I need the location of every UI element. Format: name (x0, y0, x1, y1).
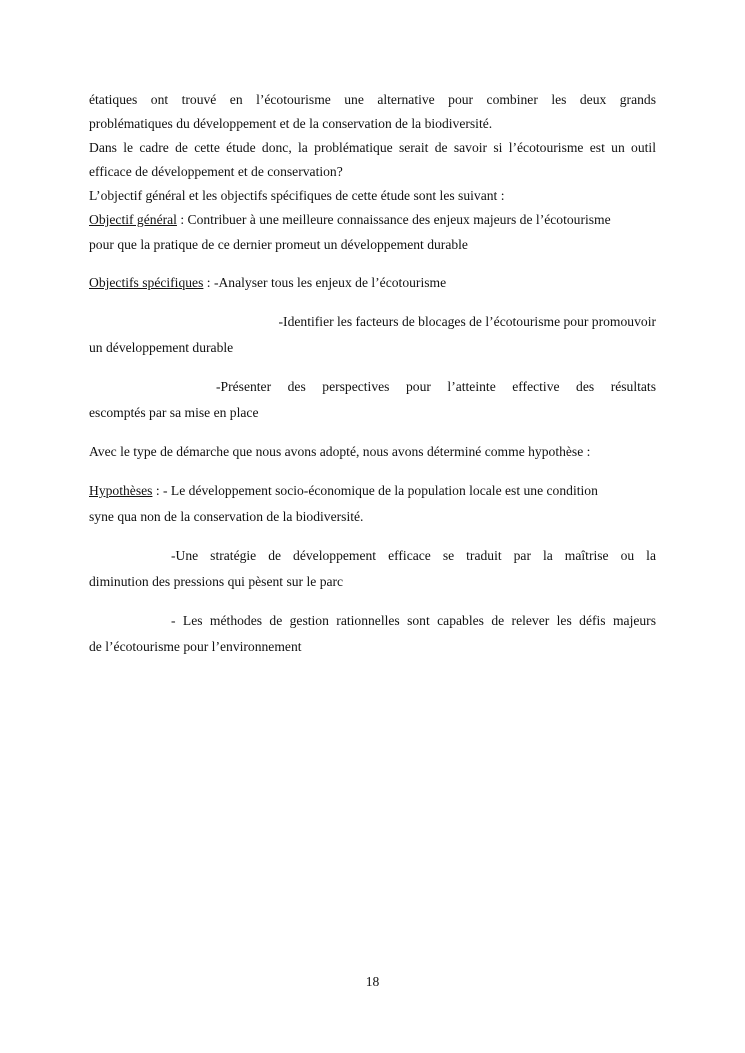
hypotheses-text: : - Le développement socio-économique de la population locale est une condition (152, 483, 598, 498)
hypotheses-label: Hypothèses (89, 483, 153, 498)
hypotheses-line (89, 482, 656, 500)
paragraph-line: diminution des pressions qui pèsent sur le parc (89, 574, 344, 589)
paragraph-line: problématiques du développement et de la conservation de la biodiversité. (89, 116, 493, 131)
hypothesis-item: -Une stratégie de développement efficace se traduit par la maîtrise ou la (171, 548, 656, 563)
paragraph-line: de l’écotourisme pour l’environnement (89, 639, 302, 654)
paragraph-line: syne qua non de la conservation de la biodiversité. (89, 509, 364, 524)
objective-item: -Identifier les facteurs de blocages de l’écotourisme pour promouvoir (278, 314, 656, 329)
paragraph-line: Avec le type de démarche que nous avons adopté, nous avons déterminé comme hypothèse : (89, 444, 591, 459)
paragraph-line: étatiques ont trouvé en l’écotourisme une alternative pour combiner les deux grands (89, 92, 656, 107)
objective-general-label: Objectif général (89, 212, 177, 227)
paragraph-line: efficace de développement et de conservation? (89, 164, 343, 179)
hypothesis-item: - Les méthodes de gestion rationnelles sont capables de relever les défis majeurs (171, 613, 656, 628)
objective-general-text: : Contribuer à une meilleure connaissance des enjeux majeurs de l’écotourisme (176, 212, 611, 227)
page-number: 18 (365, 974, 380, 989)
objectives-specific-line (89, 274, 656, 292)
paragraph-line: pour que la pratique de ce dernier promeut un développement durable (89, 237, 468, 252)
objectives-specific-label: Objectifs spécifiques (89, 275, 204, 290)
objectives-specific-text: : -Analyser tous les enjeux de l’écotourisme (203, 275, 447, 290)
paragraph-line: un développement durable (89, 340, 234, 355)
objective-general-line (89, 211, 656, 229)
paragraph-line: L’objectif général et les objectifs spécifiques de cette étude sont les suivant : (89, 188, 505, 203)
paragraph-line: escomptés par sa mise en place (89, 405, 259, 420)
paragraph-line: Dans le cadre de cette étude donc, la problématique serait de savoir si l’écotourisme est un outil (89, 140, 656, 155)
objective-item: -Présenter des perspectives pour l’atteinte effective des résultats (216, 379, 656, 394)
